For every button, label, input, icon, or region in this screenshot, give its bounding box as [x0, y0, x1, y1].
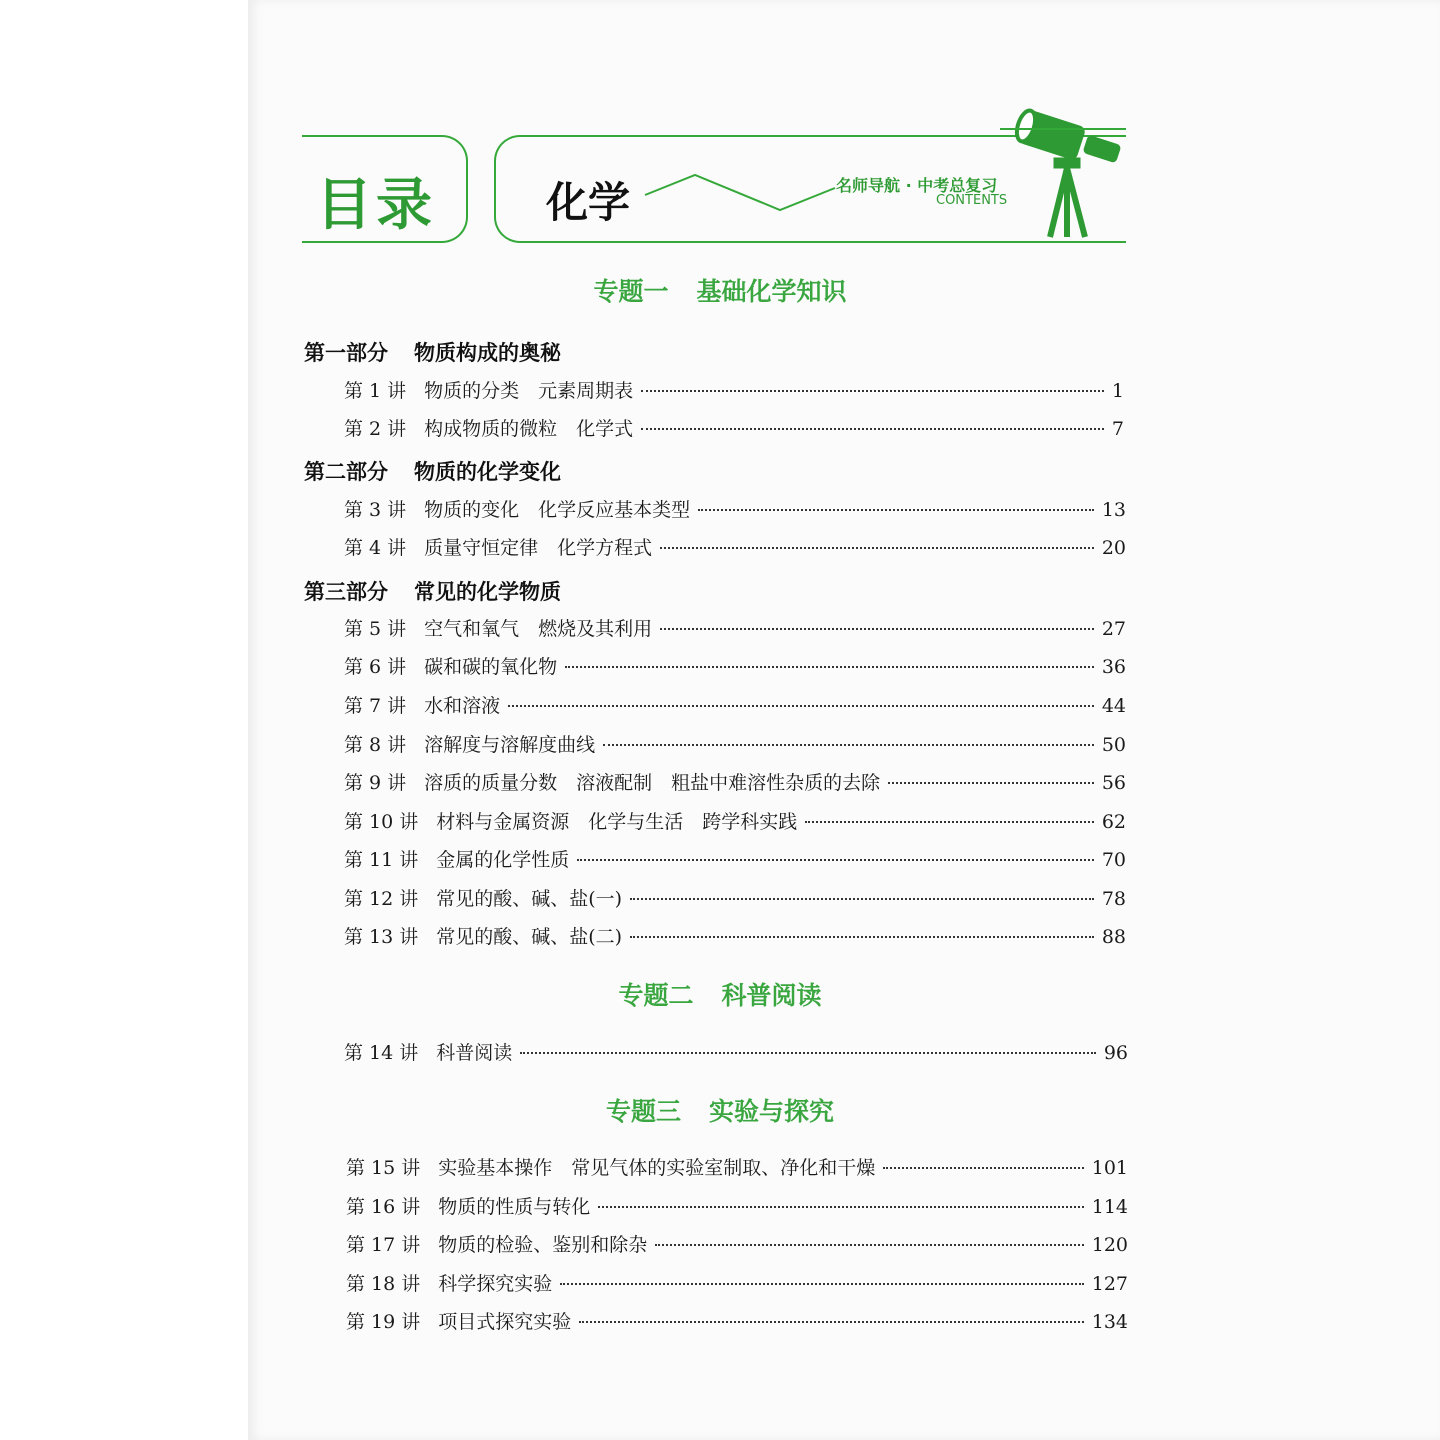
page-number: 96	[1103, 1042, 1128, 1064]
part-label: 第二部分	[304, 460, 388, 484]
entry-title: 物质的检验、鉴别和除杂	[438, 1234, 648, 1256]
part-label: 第三部分	[304, 580, 388, 604]
header-rule	[1000, 128, 1126, 130]
series-name: 名师导航 · 中考总复习	[836, 176, 998, 195]
topic-name: 实验与探究	[709, 1097, 835, 1126]
dot-leader	[630, 898, 1094, 900]
toc-entry[interactable]	[344, 884, 1126, 911]
entry-title: 溶质的质量分数 溶液配制 粗盐中难溶性杂质的去除	[424, 772, 881, 794]
page-number: 20	[1101, 537, 1126, 559]
part-heading	[304, 456, 561, 486]
topic-name: 基础化学知识	[696, 277, 847, 306]
toc-entry[interactable]	[344, 845, 1126, 872]
entry-title: 常见的酸、碱、盐(二)	[436, 926, 623, 948]
part-name: 物质构成的奥秘	[414, 341, 561, 365]
toc-entry[interactable]	[344, 1038, 1128, 1065]
toc-entry[interactable]	[346, 1192, 1128, 1219]
lecture-number: 第 7 讲	[344, 695, 407, 717]
toc-entry[interactable]	[344, 691, 1126, 718]
lecture-number: 第 16 讲	[346, 1196, 421, 1218]
lecture-number: 第 17 讲	[346, 1234, 421, 1256]
part-heading	[304, 337, 561, 367]
lecture-number: 第 8 讲	[344, 734, 407, 756]
lecture-number: 第 3 讲	[344, 499, 407, 521]
toc-entry[interactable]	[344, 414, 1124, 441]
lecture-number: 第 5 讲	[344, 618, 407, 640]
entry-title: 科学探究实验	[438, 1273, 553, 1295]
page-number: 7	[1111, 418, 1124, 440]
header-title-box	[302, 135, 468, 243]
dot-leader	[805, 821, 1094, 823]
dot-leader	[630, 936, 1094, 938]
topic-name: 科普阅读	[721, 981, 822, 1010]
entry-title: 项目式探究实验	[438, 1311, 572, 1333]
lecture-number: 第 10 讲	[344, 811, 419, 833]
dot-leader	[641, 390, 1104, 392]
toc-entry[interactable]	[344, 533, 1126, 560]
dot-leader	[508, 705, 1094, 707]
subject-title: 化学	[546, 178, 631, 227]
entry-title: 质量守恒定律 化学方程式	[424, 537, 653, 559]
lecture-number: 第 2 讲	[344, 418, 407, 440]
entry-title: 物质的变化 化学反应基本类型	[424, 499, 691, 521]
lecture-number: 第 13 讲	[344, 926, 419, 948]
page-number: 134	[1091, 1311, 1128, 1333]
lecture-number: 第 9 讲	[344, 772, 407, 794]
zigzag-decoration	[640, 170, 840, 220]
toc-entry[interactable]	[346, 1269, 1128, 1296]
page-number: 56	[1101, 772, 1126, 794]
dot-leader	[655, 1244, 1083, 1246]
entry-title: 物质的分类 元素周期表	[424, 380, 634, 402]
dot-leader	[598, 1206, 1083, 1208]
entry-title: 物质的性质与转化	[438, 1196, 591, 1218]
dot-leader	[641, 428, 1104, 430]
lecture-number: 第 4 讲	[344, 537, 407, 559]
toc-entry[interactable]	[344, 730, 1126, 757]
lecture-number: 第 6 讲	[344, 656, 407, 678]
entry-title: 常见的酸、碱、盐(一)	[436, 888, 623, 910]
entry-title: 碳和碳的氧化物	[424, 656, 558, 678]
toc-entry[interactable]	[344, 922, 1126, 949]
part-name: 常见的化学物质	[414, 580, 561, 604]
toc-entry[interactable]	[344, 376, 1124, 403]
toc-entry[interactable]	[344, 652, 1126, 679]
dot-leader	[579, 1321, 1083, 1323]
page-number: 78	[1101, 888, 1126, 910]
contents-label: CONTENTS	[936, 193, 1008, 208]
lecture-number: 第 18 讲	[346, 1273, 421, 1295]
lecture-number: 第 11 讲	[344, 849, 419, 871]
entry-title: 材料与金属资源 化学与生活 跨学科实践	[436, 811, 798, 833]
dot-leader	[660, 628, 1094, 630]
topic-heading	[0, 1092, 1440, 1128]
part-label: 第一部分	[304, 341, 388, 365]
page-number: 101	[1091, 1157, 1128, 1179]
dot-leader	[698, 509, 1094, 511]
topic-number: 专题三	[605, 1097, 681, 1126]
page-number: 36	[1101, 656, 1126, 678]
entry-title: 水和溶液	[424, 695, 501, 717]
lecture-number: 第 1 讲	[344, 380, 407, 402]
toc-entry[interactable]	[344, 614, 1126, 641]
toc-entry[interactable]	[346, 1307, 1128, 1334]
toc-entry[interactable]	[346, 1230, 1128, 1257]
toc-entry[interactable]	[346, 1153, 1128, 1180]
lecture-number: 第 12 讲	[344, 888, 419, 910]
page-number: 13	[1101, 499, 1126, 521]
dot-leader	[883, 1167, 1083, 1169]
part-heading	[304, 576, 561, 606]
entry-title: 溶解度与溶解度曲线	[424, 734, 596, 756]
topic-heading	[0, 976, 1440, 1012]
page-number: 62	[1101, 811, 1126, 833]
dot-leader	[577, 859, 1094, 861]
topic-number: 专题一	[593, 277, 669, 306]
toc-entry[interactable]	[344, 768, 1126, 795]
page-number: 70	[1101, 849, 1126, 871]
page-number: 1	[1111, 380, 1124, 402]
lecture-number: 第 14 讲	[344, 1042, 419, 1064]
entry-title: 实验基本操作 常见气体的实验室制取、净化和干燥	[438, 1157, 876, 1179]
entry-title: 金属的化学性质	[436, 849, 570, 871]
page-number: 44	[1101, 695, 1126, 717]
entry-title: 科普阅读	[436, 1042, 513, 1064]
dot-leader	[888, 782, 1094, 784]
dot-leader	[560, 1283, 1083, 1285]
page-number: 120	[1091, 1234, 1128, 1256]
page-number: 88	[1101, 926, 1126, 948]
dot-leader	[520, 1052, 1096, 1054]
lecture-number: 第 19 讲	[346, 1311, 421, 1333]
entry-title: 构成物质的微粒 化学式	[424, 418, 634, 440]
page-number: 127	[1091, 1273, 1128, 1295]
telescope-icon	[990, 100, 1130, 245]
part-name: 物质的化学变化	[414, 460, 561, 484]
page-number: 27	[1101, 618, 1126, 640]
topic-heading	[0, 272, 1440, 308]
dot-leader	[660, 547, 1094, 549]
topic-number: 专题二	[618, 981, 694, 1010]
page-title: 目录	[316, 173, 436, 238]
lecture-number: 第 15 讲	[346, 1157, 421, 1179]
entry-title: 空气和氧气 燃烧及其利用	[424, 618, 653, 640]
toc-entry[interactable]	[344, 495, 1126, 522]
dot-leader	[603, 744, 1094, 746]
page-number: 114	[1091, 1196, 1128, 1218]
toc-entry[interactable]	[344, 807, 1126, 834]
dot-leader	[565, 666, 1094, 668]
page-number: 50	[1101, 734, 1126, 756]
